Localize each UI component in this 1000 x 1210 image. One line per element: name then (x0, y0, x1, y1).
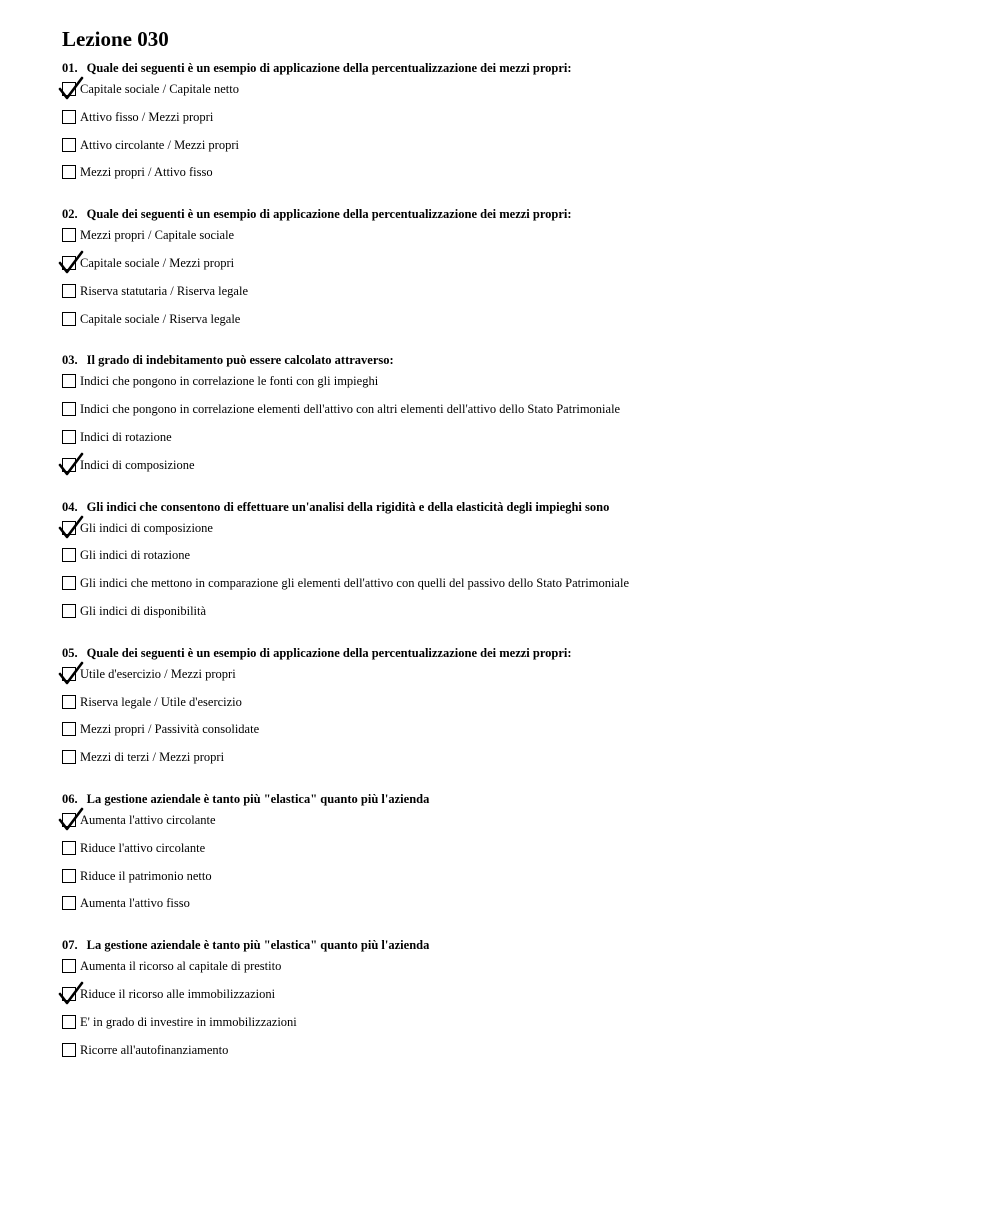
question-block (62, 499, 962, 632)
answer-option[interactable] (62, 82, 962, 110)
question-label: Quale dei seguenti è un esempio di applicazione della percentualizzazione dei mezzi propri: (86, 207, 572, 222)
answer-checkbox[interactable] (62, 402, 76, 416)
answer-option[interactable] (62, 402, 962, 430)
answer-option[interactable] (62, 959, 962, 987)
answer-checkbox[interactable] (62, 813, 76, 827)
answer-checkbox[interactable] (62, 722, 76, 736)
answer-label: Capitale sociale / Capitale netto (80, 82, 239, 96)
question-block (62, 60, 962, 193)
answer-checkbox[interactable] (62, 110, 76, 124)
answer-label: Riserva statutaria / Riserva legale (80, 283, 248, 298)
answer-label: Mezzi di terzi / Mezzi propri (80, 750, 225, 765)
question-label: Quale dei seguenti è un esempio di applicazione della percentualizzazione dei mezzi propri: (86, 645, 572, 660)
answer-label: Capitale sociale / Mezzi propri (80, 255, 235, 270)
question-number: 05. (62, 645, 78, 660)
answer-checkbox[interactable] (62, 750, 76, 764)
answer-checkbox[interactable] (62, 576, 76, 590)
answer-checkbox[interactable] (62, 430, 76, 444)
quiz-page (62, 26, 962, 1083)
answer-label: Attivo fisso / Mezzi propri (80, 109, 214, 124)
question-text (62, 206, 962, 222)
answer-option[interactable] (62, 1043, 962, 1071)
answer-label: Gli indici di rotazione (80, 548, 191, 563)
question-label: Il grado di indebitamento può essere calcolato attraverso: (86, 353, 394, 368)
answer-option[interactable] (62, 110, 962, 138)
answer-option[interactable] (62, 750, 962, 778)
answer-label: Mezzi propri / Capitale sociale (80, 228, 235, 243)
answer-label: Aumenta l'attivo circolante (80, 812, 216, 827)
answer-label: E' in grado di investire in immobilizzazioni (80, 1014, 297, 1029)
answer-option[interactable] (62, 604, 962, 632)
answer-checkbox[interactable] (62, 228, 76, 242)
answer-label: Gli indici di disponibilità (80, 603, 207, 618)
question-text (62, 499, 962, 515)
answer-checkbox[interactable] (62, 1043, 76, 1057)
answer-option[interactable] (62, 722, 962, 750)
answer-label: Aumenta il ricorso al capitale di prestito (80, 959, 282, 974)
question-block (62, 791, 962, 924)
answer-option[interactable] (62, 374, 962, 402)
answer-option[interactable] (62, 548, 962, 576)
answer-option[interactable] (62, 869, 962, 897)
answer-label: Gli indici di composizione (80, 520, 213, 535)
answer-checkbox[interactable] (62, 458, 76, 472)
question-number: 02. (62, 207, 78, 222)
question-text (62, 791, 962, 807)
answer-option[interactable] (62, 896, 962, 924)
answer-option[interactable] (62, 458, 962, 486)
answer-option[interactable] (62, 256, 962, 284)
answer-label: Riduce il ricorso alle immobilizzazioni (80, 986, 276, 1001)
answer-option[interactable] (62, 312, 962, 340)
answer-label: Riduce il patrimonio netto (80, 868, 212, 883)
page-title: Lezione 030 (62, 27, 169, 51)
answer-option[interactable] (62, 576, 962, 604)
question-number: 01. (62, 61, 78, 75)
answer-checkbox[interactable] (62, 1015, 76, 1029)
answer-label: Mezzi propri / Passività consolidate (80, 722, 260, 737)
answer-checkbox[interactable] (62, 667, 76, 681)
question-label: Gli indici che consentono di effettuare un'analisi della rigidità e della elasticità degli impieghi sono (86, 499, 610, 514)
question-block (62, 937, 962, 1070)
question-label: Quale dei seguenti è un esempio di applicazione della percentualizzazione dei mezzi propri: (86, 61, 572, 75)
answer-option[interactable] (62, 841, 962, 869)
answer-checkbox[interactable] (62, 82, 76, 96)
answer-checkbox[interactable] (62, 521, 76, 535)
answer-option[interactable] (62, 813, 962, 841)
answer-checkbox[interactable] (62, 896, 76, 910)
answer-label: Capitale sociale / Riserva legale (80, 311, 241, 326)
answer-checkbox[interactable] (62, 604, 76, 618)
answer-option[interactable] (62, 667, 962, 695)
question-text (62, 645, 962, 661)
answer-label: Gli indici che mettono in comparazione gli elementi dell'attivo con quelli del passivo dello Stato Patrimoniale (80, 576, 629, 591)
answer-label: Mezzi propri / Attivo fisso (80, 165, 213, 180)
answer-option[interactable] (62, 1015, 962, 1043)
answer-checkbox[interactable] (62, 548, 76, 562)
question-number: 03. (62, 353, 78, 368)
answer-checkbox[interactable] (62, 987, 76, 1001)
answer-option[interactable] (62, 430, 962, 458)
question-label: La gestione aziendale è tanto più "elastica" quanto più l'azienda (86, 791, 430, 806)
answer-label: Aumenta l'attivo fisso (80, 896, 190, 911)
question-number: 04. (62, 499, 78, 514)
answer-checkbox[interactable] (62, 841, 76, 855)
answer-option[interactable] (62, 521, 962, 549)
answer-label: Riduce l'attivo circolante (80, 840, 206, 855)
question-number: 06. (62, 791, 78, 806)
question-text (62, 352, 962, 368)
answer-option[interactable] (62, 228, 962, 256)
answer-checkbox[interactable] (62, 312, 76, 326)
answer-option[interactable] (62, 138, 962, 166)
answer-checkbox[interactable] (62, 695, 76, 709)
answer-label: Ricorre all'autofinanziamento (80, 1042, 229, 1057)
question-block (62, 645, 962, 778)
question-number: 07. (62, 938, 78, 953)
answer-checkbox[interactable] (62, 374, 76, 388)
answer-checkbox[interactable] (62, 959, 76, 973)
question-block (62, 206, 962, 339)
answer-checkbox[interactable] (62, 869, 76, 883)
answer-option[interactable] (62, 284, 962, 312)
question-text (62, 60, 962, 76)
answer-checkbox[interactable] (62, 256, 76, 270)
answer-label: Indici di rotazione (80, 429, 172, 444)
answer-label: Indici che pongono in correlazione elementi dell'attivo con altri elementi dell'attivo dello Stato Patrimoniale (80, 402, 621, 417)
answer-label: Utile d'esercizio / Mezzi propri (80, 666, 236, 681)
answer-label: Riserva legale / Utile d'esercizio (80, 694, 242, 709)
answer-label: Indici che pongono in correlazione le fonti con gli impieghi (80, 374, 379, 389)
answer-label: Attivo circolante / Mezzi propri (80, 137, 239, 152)
question-list (62, 60, 962, 1070)
question-text (62, 937, 962, 953)
answer-option[interactable] (62, 695, 962, 723)
answer-checkbox[interactable] (62, 165, 76, 179)
question-block (62, 352, 962, 485)
answer-checkbox[interactable] (62, 138, 76, 152)
answer-checkbox[interactable] (62, 284, 76, 298)
answer-option[interactable] (62, 987, 962, 1015)
answer-option[interactable] (62, 165, 962, 193)
answer-label: Indici di composizione (80, 457, 195, 472)
question-label: La gestione aziendale è tanto più "elastica" quanto più l'azienda (86, 938, 430, 953)
